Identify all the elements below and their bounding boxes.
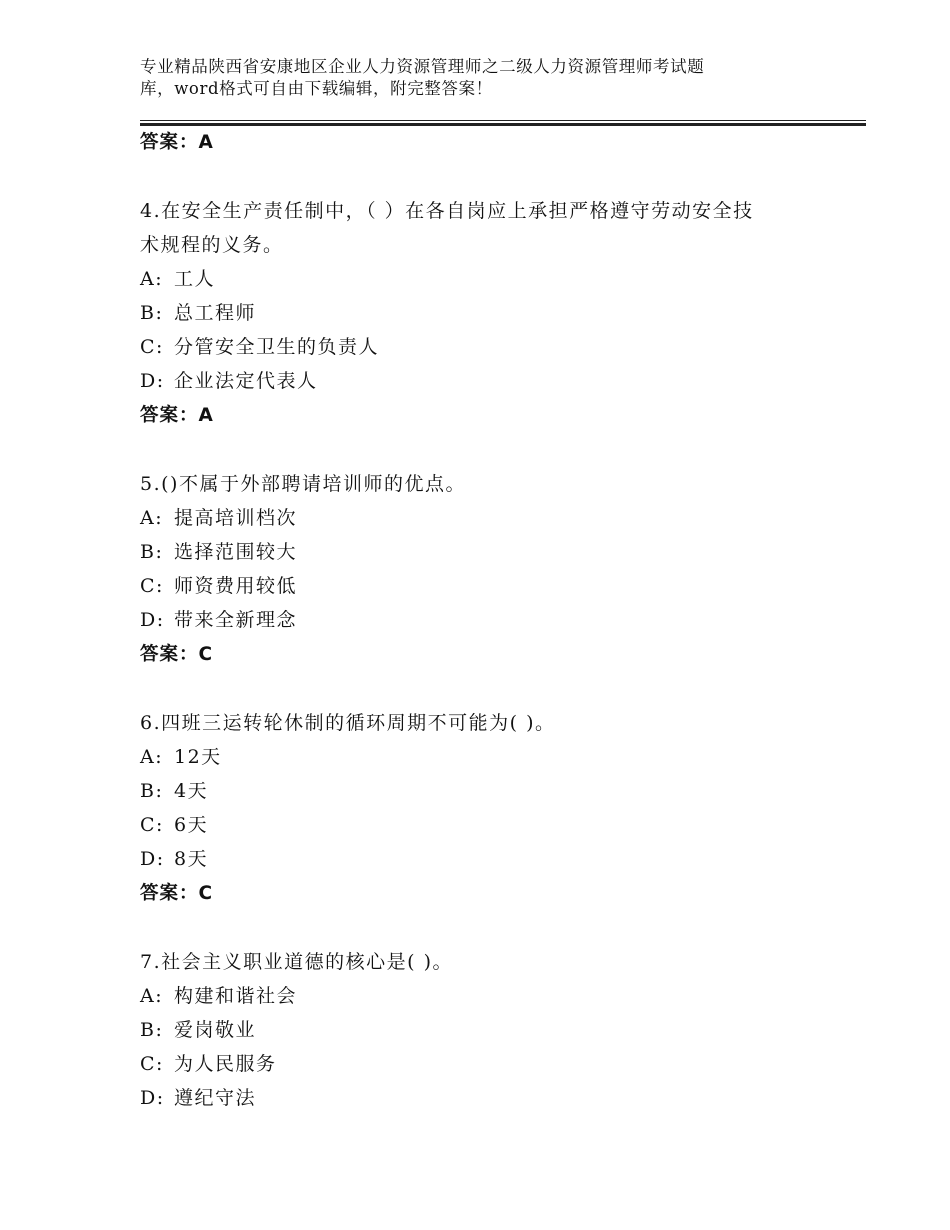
header-rule-thick: [140, 123, 866, 126]
question-4-stem-line-1: 4.在安全生产责任制中，（ ）在各自岗应上承担严格遵守劳动安全技: [140, 200, 754, 222]
option-text: 分管安全卫生的负责人: [174, 336, 380, 358]
question-5-stem: 5.()不属于外部聘请培训师的优点。: [140, 473, 466, 495]
option-text: 企业法定代表人: [174, 370, 318, 392]
option-text: 为人民服务: [174, 1053, 277, 1075]
option-letter: A:: [140, 268, 164, 290]
option-text: 带来全新理念: [174, 609, 298, 631]
option-text: 6天: [174, 814, 209, 836]
question-6-option-b: [140, 778, 208, 804]
option-text: 遵纪守法: [174, 1087, 257, 1109]
question-4-option-d: [140, 368, 318, 394]
option-letter: B:: [140, 541, 164, 563]
option-text: 12天: [174, 746, 222, 768]
option-letter: D:: [140, 370, 165, 392]
header-line-1: 专业精品陕西省安康地区企业人力资源管理师之二级人力资源管理师考试题: [140, 57, 705, 76]
header-line-2: 库，word格式可自由下载编辑，附完整答案！: [140, 79, 493, 98]
question-5-option-b: [140, 539, 297, 565]
question-6-answer: 答案：C: [140, 883, 214, 904]
question-4-stem-line-2: 术规程的义务。: [140, 234, 284, 256]
option-letter: D:: [140, 609, 165, 631]
question-6-option-a: [140, 744, 222, 770]
question-7-option-c: [140, 1051, 277, 1077]
question-6-option-c: [140, 812, 208, 838]
option-letter: D:: [140, 848, 165, 870]
question-7-option-a: [140, 983, 297, 1009]
question-5-option-a: [140, 505, 297, 531]
question-4-option-c: [140, 334, 379, 360]
option-text: 总工程师: [174, 302, 257, 324]
question-7-stem: 7.社会主义职业道德的核心是( )。: [140, 951, 453, 973]
question-6-stem: 6.四班三运转轮休制的循环周期不可能为( )。: [140, 712, 556, 734]
question-5-option-d: [140, 607, 297, 633]
option-letter: B:: [140, 780, 164, 802]
option-text: 8天: [174, 848, 209, 870]
question-7-option-d: [140, 1085, 256, 1111]
question-5-answer: 答案：C: [140, 644, 214, 665]
option-text: 师资费用较低: [174, 575, 298, 597]
question-5-option-c: [140, 573, 297, 599]
header-rule-thin: [140, 120, 866, 121]
option-text: 构建和谐社会: [174, 985, 298, 1007]
question-7-option-b: [140, 1017, 256, 1043]
option-text: 选择范围较大: [174, 541, 298, 563]
option-text: 4天: [174, 780, 209, 802]
question-4-option-a: [140, 266, 215, 292]
option-letter: A:: [140, 507, 164, 529]
document-header: [140, 56, 780, 100]
option-letter: A:: [140, 746, 164, 768]
option-letter: C:: [140, 336, 164, 358]
option-letter: C:: [140, 575, 164, 597]
option-letter: A:: [140, 985, 164, 1007]
option-letter: C:: [140, 1053, 164, 1075]
question-4-answer: 答案：A: [140, 405, 214, 426]
option-letter: C:: [140, 814, 164, 836]
previous-answer: 答案：A: [140, 132, 214, 153]
option-letter: D:: [140, 1087, 165, 1109]
option-text: 爱岗敬业: [174, 1019, 257, 1041]
option-letter: B:: [140, 302, 164, 324]
question-6-option-d: [140, 846, 208, 872]
option-text: 提高培训档次: [174, 507, 298, 529]
option-text: 工人: [174, 268, 216, 290]
option-letter: B:: [140, 1019, 164, 1041]
question-4-option-b: [140, 300, 256, 326]
